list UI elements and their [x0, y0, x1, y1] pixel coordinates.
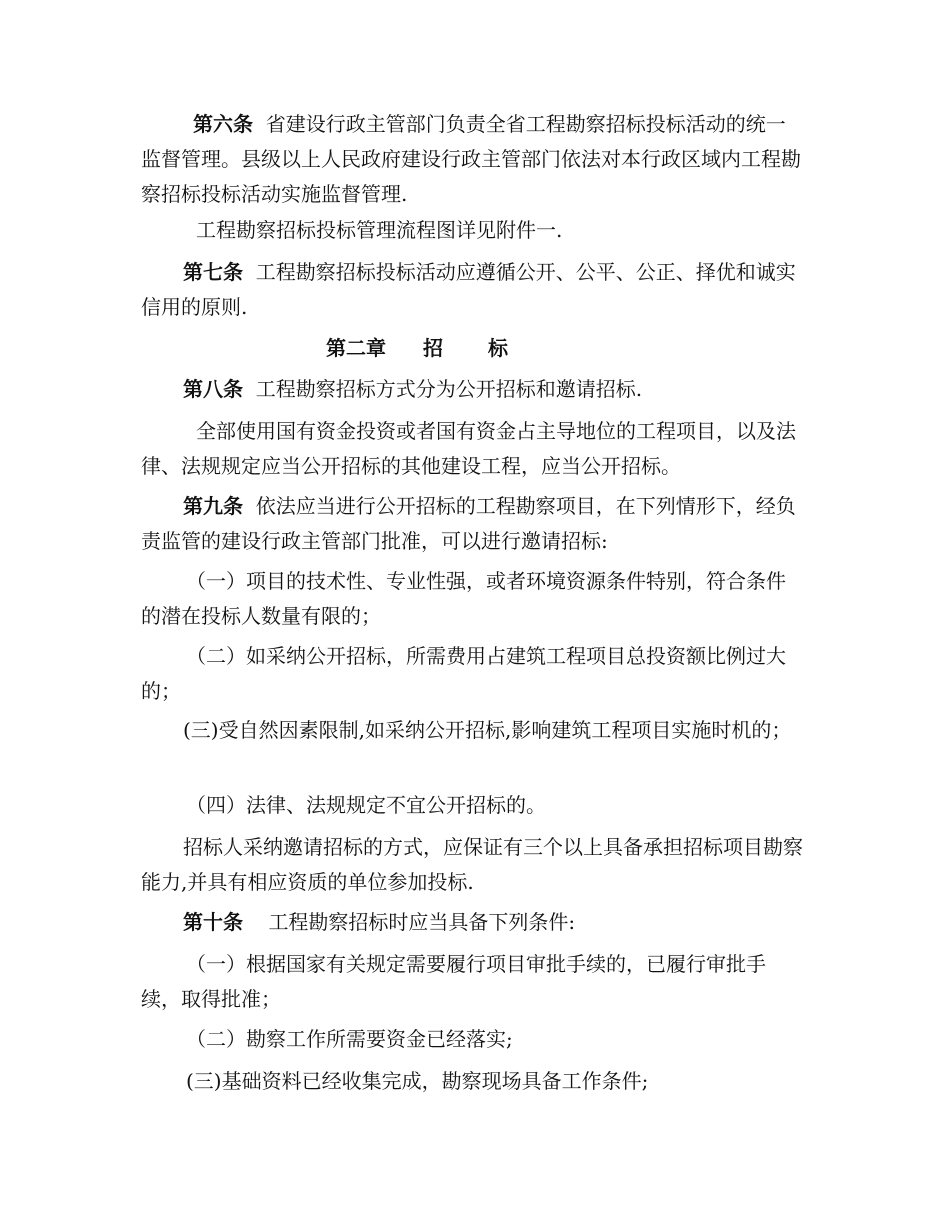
article-9-closing: 招标人采纳邀请招标的方式，应保证有三个以上具备承担招标项目勘察能力,并具有相应资质的单位参加投标. [141, 835, 803, 894]
article-9-text: 依法应当进行公开招标的工程勘察项目，在下列情形下，经负责监管的建设行政主管部门批准，可以进行邀请招标: [141, 494, 796, 553]
article-10-item-3: (三)基础资料已经收集完成，勘察现场具备工作条件; [186, 1069, 649, 1093]
article-9-item-2: （二）如采纳公开招标，所需费用占建筑工程项目总投资额比例过大的； [141, 644, 786, 703]
article-9-paragraph [141, 489, 805, 559]
article-6-label: 第六条 [193, 112, 253, 136]
chapter-2-title-part2: 标 [488, 336, 508, 360]
article-8-paragraph-2: 全部使用国有资金投资或者国有资金占主导地位的工程项目，以及法律、法规规定应当公开招标的其他建设工程，应当公开招标。 [141, 419, 796, 478]
article-9-item-4: （四）法律、法规规定不宜公开招标的。 [186, 793, 546, 817]
article-7-label: 第七条 [183, 260, 243, 284]
article-7-text: 工程勘察招标投标活动应遵循公开、公平、公正、择优和诚实信用的原则. [141, 260, 796, 319]
article-9-item-3: (三)受自然因素限制,如采纳公开招标,影响建筑工程项目实施时机的； [183, 718, 792, 742]
article-10-item-2: （二）勘察工作所需要资金已经落实; [186, 1027, 513, 1051]
article-9-item-1: （一）项目的技术性、专业性强，或者环境资源条件特别，符合条件的潜在投标人数量有限的； [141, 569, 786, 628]
article-6-text: 省建设行政主管部门负责全省工程勘察招标投标活动的统一监督管理。县级以上人民政府建设行政主管部门依法对本行政区域内工程勘察招标投标活动实施监督管理. [141, 112, 801, 206]
article-7-paragraph [141, 255, 805, 325]
article-10-label: 第十条 [183, 910, 243, 934]
chapter-2-title-part1: 招 [423, 336, 443, 360]
article-8-label: 第八条 [183, 377, 243, 401]
article-10-paragraph [141, 905, 805, 940]
chapter-2-label: 第二章 [326, 336, 386, 360]
article-9-label: 第九条 [183, 494, 243, 518]
article-6-paragraph [141, 107, 805, 212]
article-8-paragraph [141, 372, 805, 407]
article-10-item-1: （一）根据国家有关规定需要履行项目审批手续的，已履行审批手续，取得批准； [141, 952, 766, 1011]
article-10-text: 工程勘察招标时应当具备下列条件: [268, 910, 576, 934]
article-6-note: 工程勘察招标投标管理流程图详见附件一. [196, 218, 563, 242]
article-8-text: 工程勘察招标方式分为公开招标和邀请招标. [255, 377, 643, 401]
